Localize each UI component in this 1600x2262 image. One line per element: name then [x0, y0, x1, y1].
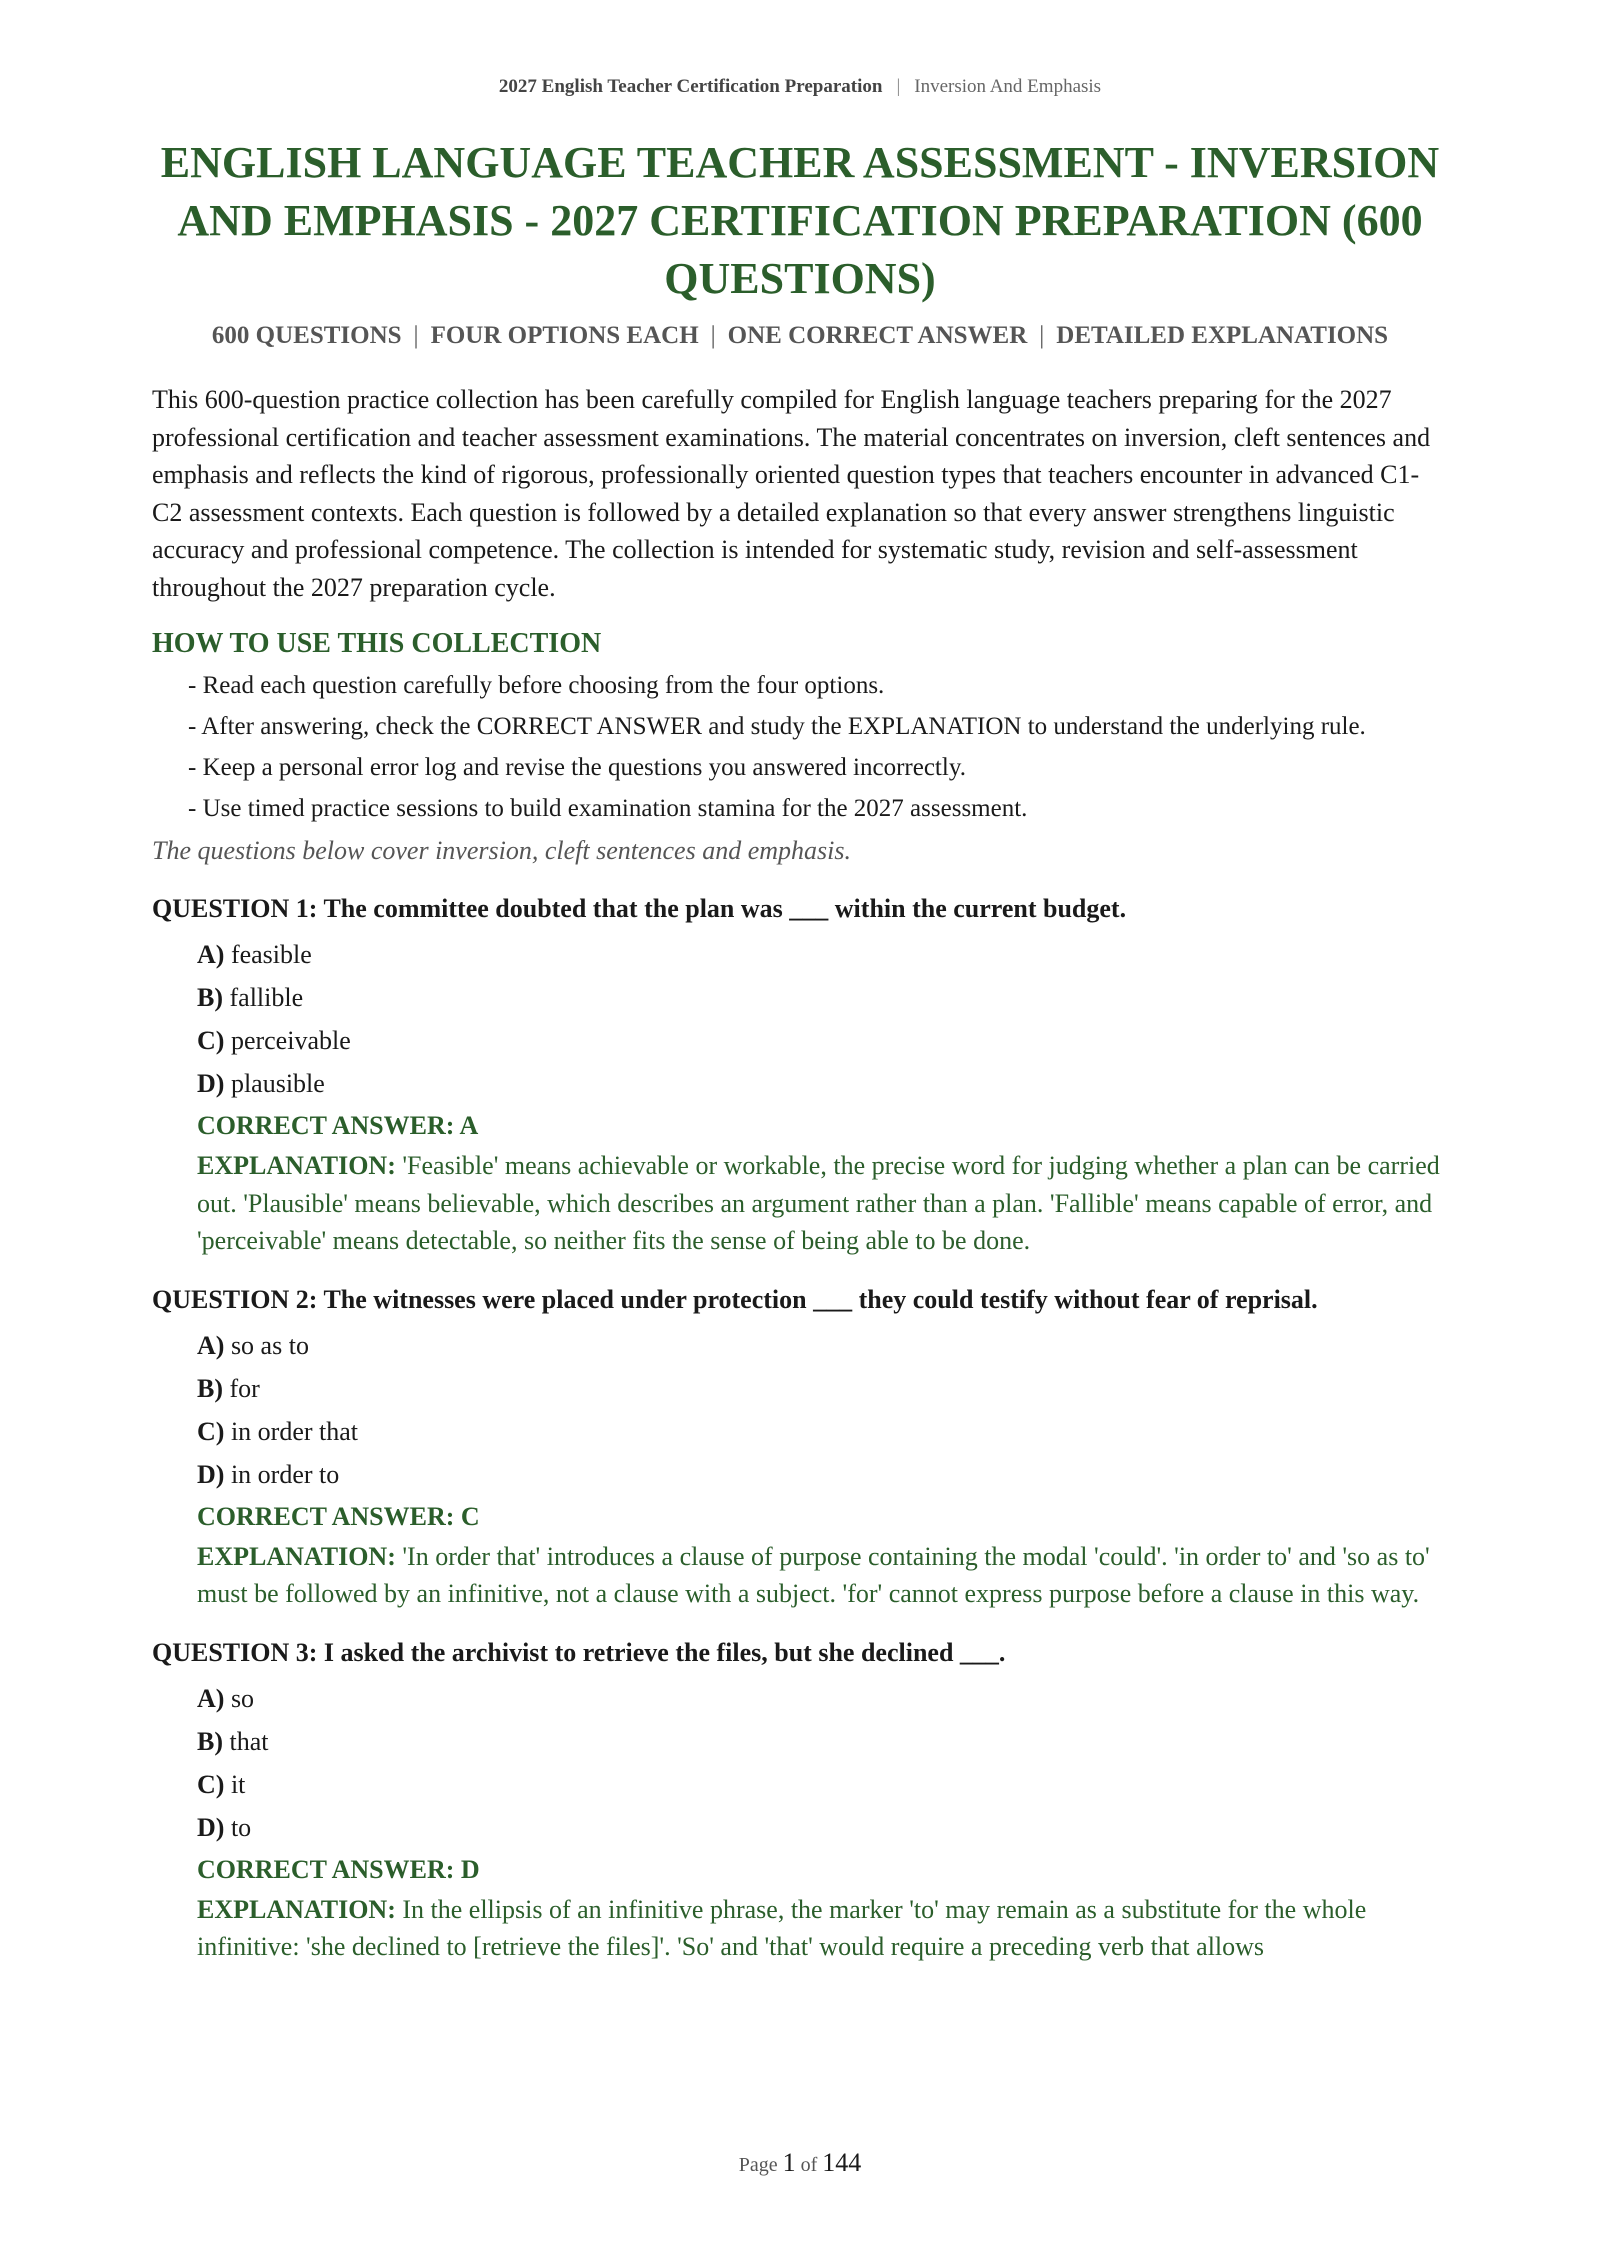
question-block	[152, 1282, 1448, 1613]
subtitle-separator: |	[413, 322, 419, 349]
option-item	[197, 933, 1448, 976]
correct-answer: CORRECT ANSWER: A	[197, 1111, 479, 1140]
option-list	[152, 1324, 1448, 1496]
page-total: 144	[822, 2148, 862, 2177]
header-left-text: 2027 English Teacher Certification Preparation	[498, 76, 883, 97]
option-letter: D)	[197, 1069, 225, 1098]
how-to-item: - After answering, check the CORRECT ANSWER and study the EXPLANATION to understand the underlying rule.	[188, 713, 1366, 740]
explanation-label: EXPLANATION:	[197, 1894, 396, 1924]
option-letter: C)	[197, 1026, 225, 1055]
option-letter: A)	[197, 1330, 225, 1360]
option-letter: A)	[197, 1683, 225, 1713]
option-letter: D)	[197, 1812, 225, 1842]
option-letter: B)	[197, 1373, 223, 1403]
question-block	[152, 1635, 1448, 1966]
subtitle-item: FOUR OPTIONS EACH	[430, 322, 699, 349]
option-text: for	[229, 1373, 260, 1403]
option-item	[197, 1677, 1448, 1720]
option-text: perceivable	[230, 1026, 351, 1055]
option-item	[197, 1453, 1448, 1496]
option-list	[152, 933, 1448, 1105]
option-item	[197, 976, 1448, 1019]
option-item	[197, 1763, 1448, 1806]
question-stem: QUESTION 1: The committee doubted that the plan was ___ within the current budget.	[152, 894, 1127, 923]
explanation-label: EXPLANATION:	[197, 1151, 396, 1180]
correct-answer: CORRECT ANSWER: D	[197, 1854, 480, 1884]
option-text: so	[230, 1683, 255, 1713]
option-text: that	[229, 1726, 269, 1756]
subtitle-item: ONE CORRECT ANSWER	[727, 322, 1028, 349]
explanation-text: In the ellipsis of an infinitive phrase, the marker 'to' may remain as a substitute for the whole infinitive: 'she declined to [retrieve the files]'. 'So' and 'that' would require a preceding verb that allows	[197, 1894, 1367, 1961]
page-label: Page	[738, 2154, 778, 2176]
page-of-label: of	[800, 2154, 818, 2176]
option-item	[197, 1806, 1448, 1849]
how-to-item: - Use timed practice sessions to build examination stamina for the 2027 assessment.	[188, 795, 1028, 822]
option-item	[197, 1367, 1448, 1410]
option-letter: C)	[197, 1769, 225, 1799]
option-item	[197, 1324, 1448, 1367]
page-number: 1	[782, 2148, 796, 2177]
option-text: it	[230, 1769, 246, 1799]
option-item	[197, 1720, 1448, 1763]
subtitle-separator: |	[1039, 322, 1045, 349]
option-item	[197, 1410, 1448, 1453]
option-letter: C)	[197, 1416, 225, 1446]
running-header	[0, 76, 1600, 98]
option-list	[152, 1677, 1448, 1849]
explanation-label: EXPLANATION:	[197, 1541, 396, 1571]
option-text: in order to	[230, 1459, 340, 1489]
subtitle	[152, 322, 1448, 350]
option-item	[197, 1019, 1448, 1062]
option-letter: B)	[197, 1726, 223, 1756]
header-separator: |	[896, 76, 901, 97]
header-right-text: Inversion And Emphasis	[914, 76, 1102, 97]
subtitle-item: 600 QUESTIONS	[211, 322, 402, 349]
page-title: ENGLISH LANGUAGE TEACHER ASSESSMENT - INVERSION AND EMPHASIS - 2027 CERTIFICATION PREPARATION (600 QUESTIONS)	[160, 138, 1440, 303]
coverage-note: The questions below cover inversion, cleft sentences and emphasis.	[152, 836, 851, 865]
question-stem: QUESTION 2: The witnesses were placed under protection ___ they could testify without fear of reprisal.	[152, 1284, 1318, 1314]
correct-answer: CORRECT ANSWER: C	[197, 1501, 480, 1531]
page-footer	[0, 2148, 1600, 2178]
question-block	[152, 891, 1448, 1260]
main-content	[152, 381, 1448, 1966]
explanation	[152, 1147, 1448, 1260]
option-letter: A)	[197, 940, 225, 969]
how-to-item: - Keep a personal error log and revise the questions you answered incorrectly.	[188, 754, 966, 781]
how-to-list	[152, 668, 1448, 827]
question-stem: QUESTION 3: I asked the archivist to retrieve the files, but she declined ___.	[152, 1637, 1006, 1667]
option-text: feasible	[230, 940, 312, 969]
explanation	[152, 1538, 1448, 1613]
option-item	[197, 1062, 1448, 1105]
explanation	[152, 1891, 1448, 1966]
subtitle-separator: |	[710, 322, 716, 349]
option-text: fallible	[229, 983, 304, 1012]
subtitle-item: DETAILED EXPLANATIONS	[1056, 322, 1389, 349]
option-text: so as to	[230, 1330, 309, 1360]
intro-paragraph: This 600-question practice collection has been carefully compiled for English language teachers preparing for the 2027 professional certification and teacher assessment examinations. The material concentrates on inversion, cleft sentences and emphasis and reflects the kind of rigorous, professionally oriented question types that teachers encounter in advanced C1-C2 assessment contexts. Each question is followed by a detailed explanation so that every answer strengthens linguistic accuracy and professional competence. The collection is intended for systematic study, revision and self-assessment throughout the 2027 preparation cycle.	[152, 385, 1431, 602]
option-text: plausible	[230, 1069, 325, 1098]
option-text: in order that	[230, 1416, 359, 1446]
option-letter: B)	[197, 983, 223, 1012]
explanation-text: 'In order that' introduces a clause of purpose containing the modal 'could'. 'in order to' and 'so as to' must be followed by an infinitive, not a clause with a subject. 'for' cannot express purpose before a clause in this way.	[197, 1541, 1430, 1608]
how-to-heading: HOW TO USE THIS COLLECTION	[152, 628, 602, 659]
option-letter: D)	[197, 1459, 225, 1489]
how-to-item: - Read each question carefully before choosing from the four options.	[188, 672, 885, 699]
option-text: to	[230, 1812, 252, 1842]
explanation-text: 'Feasible' means achievable or workable, the precise word for judging whether a plan can be carried out. 'Plausible' means believable, which describes an argument rather than a plan. 'Fallible' means capable of error, and 'perceivable' means detectable, so neither fits the sense of being able to be done.	[197, 1151, 1440, 1255]
